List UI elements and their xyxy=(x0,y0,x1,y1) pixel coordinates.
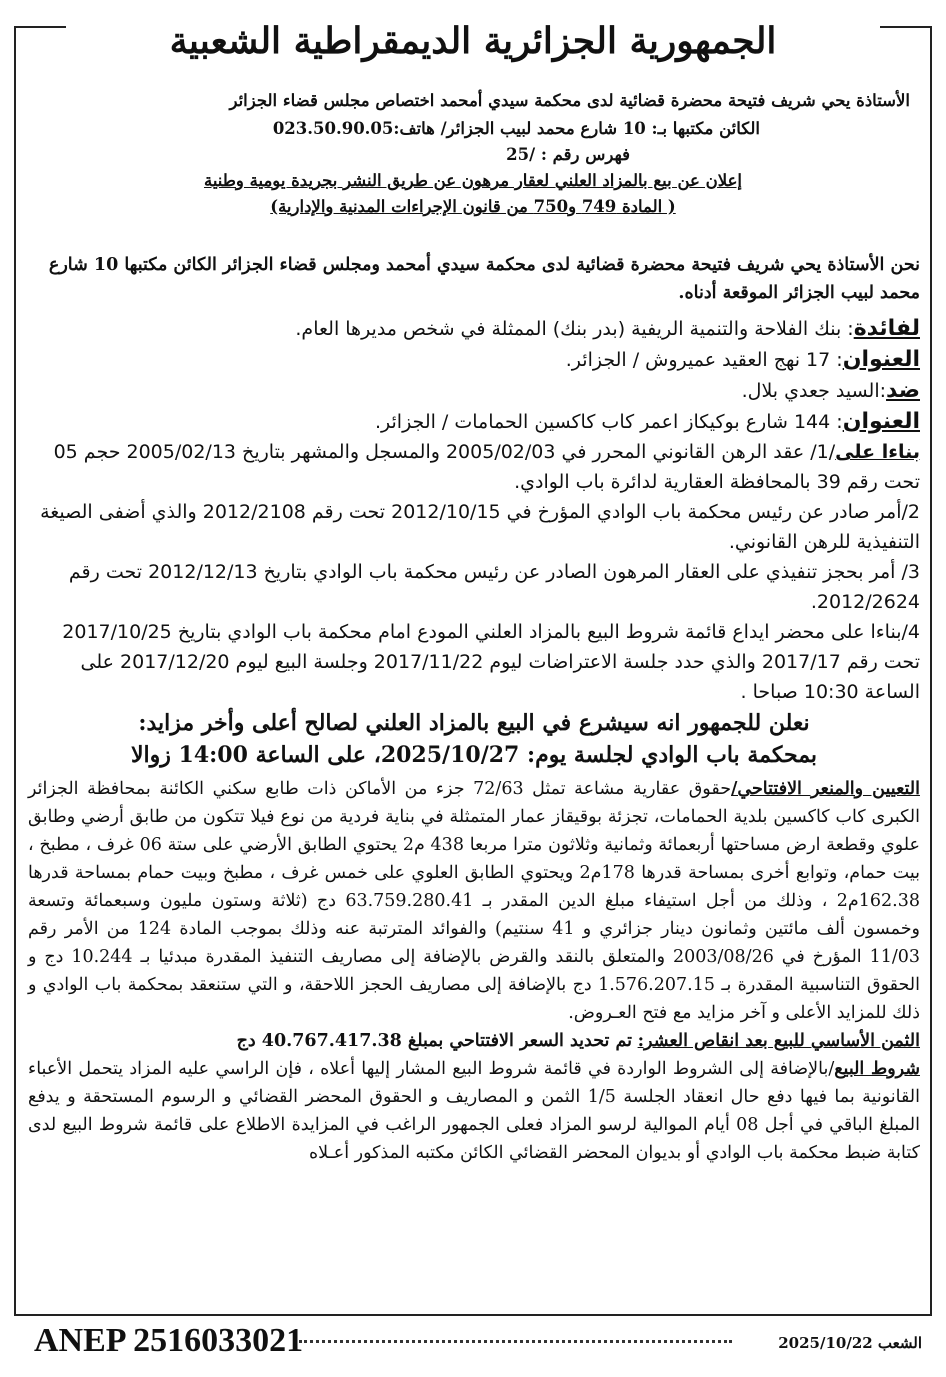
beneficiary-text: : بنك الفلاحة والتنمية الريفية (بدر بنك) الممثلة في شخص مديرها العام. xyxy=(295,318,854,340)
office-address: الكائن مكتبها بـ: 10 شارع محمد لبيب الجزائر/ هاتف:023.50.90.05 xyxy=(272,119,760,138)
notice-subject: إعلان عن بيع بالمزاد العلني لعقار مرهون عن طريق النشر بجريدة يومية وطنية xyxy=(203,171,743,190)
announcement-line-1: نعلن للجمهور انه سيشرع في البيع بالمزاد العلني لصالح أعلى وأخر مزايد: xyxy=(138,710,810,736)
address1-line xyxy=(28,344,920,375)
designation-text: حقوق عقارية مشاعة تمثل 72/63 جزء من الأماكن ذات طابع سكني الكائنة بمحافظة الجزائر الكبرى كاب كاكسين بلدية الحمامات، تجزئة بوقيقاز عمار المتمثلة في بناية فردية من نوع فيلا تتكون من طابق أرضي وطابق علوي وقطعة ارض مساحتها أربعمائة وثمانية وثلاثون مترا مربعا 438 م2 يحتوي الطابق الأرضي على ستة 06 غرف ، مطبخ ، بيت حمام، وتوابع أخرى بمساحة قدرها 178م2 ويحتوي الطابق العلوي على خمس غرف ، مطبخ وبيت حمام بمساحة قدرها 162.38م2 ، وذلك من أجل استيفاء مبلغ الدين المقدر بـ 63.759.280.41 دج (ثلاثة وستون مليون وسبعمائة وتسعة وخمسون ألف مائتين وثمانون دينار جزائري و 41 سنتيم) والفوائد المترتبة عنه وذلك بموجب المادة 124 من الأمر رقم 11/03 المؤرخ في 2003/08/26 والمتعلق بالنقد والقرض بالإضافة إلى مصاريف التنفيذ المقدرة مبدئيا بـ 10.244 دج و الحقوق التناسبية المقدرة بـ 1.576.207.15 دج بالإضافة إلى مصاريف الحجز اللاحقة، و التي ستنعقد بمحكمة باب الوادي و ذلك للمزايد الأعلى و آخر مزايد مع فتح العـروض. xyxy=(28,779,921,1023)
page-title: الجمهورية الجزائرية الديمقراطية الشعبية xyxy=(66,14,880,68)
footer xyxy=(14,1316,932,1366)
against-line xyxy=(28,375,920,406)
price-label: الثمن الأساسي للبيع بعد انقاص العشر: xyxy=(637,1031,920,1051)
designation-paragraph xyxy=(28,775,920,1027)
footer-dotted-rule xyxy=(299,1340,732,1343)
address1-label: العنوان xyxy=(842,347,920,372)
address2-text: : 144 شارع بوكيكاز اعمر كاب كاكسين الحمامات / الجزائر. xyxy=(374,411,843,433)
conditions-text: /بالإضافة إلى الشروط الواردة في قائمة شروط البيع المشار إليها أعلاه ، فإن الراسي عليه المزاد يتحمل الأعباء القانونية بما فيها دفع حال انعقاد الجلسة 1/5 الثمن و المصاريف و الحقوق المحضر القضائي و الرسوم المستحقة و يدفع المبلغ الباقي في أجل 08 أيام الموالية لرسو المزاد فعلى الجمهور الراغب في المزايدة الاطلاع على قائمة شروط البيع لدى كتابة ضبط محكمة باب الوادي أو بديوان المحضر القضائي الكائن مكتبه المذكور أعـلاه xyxy=(28,1059,920,1163)
publication-date: الشعب 2025/10/22 xyxy=(778,1334,922,1352)
basis-item-3: 3/ أمر بحجز تنفيذي على العقار المرهون الصادر عن رئيس محكمة باب الوادي بتاريخ 2012/12/13 تحت رقم 2012/2624. xyxy=(68,561,920,613)
address2-line xyxy=(28,406,920,437)
address2-label: العنوان xyxy=(842,409,920,434)
basis-item-1 xyxy=(28,437,920,497)
address1-text: : 17 نهج العقيد عميروش / الجزائر. xyxy=(565,349,843,371)
basis-item-4: 4/بناءا على محضر ايداع قائمة شروط البيع بالمزاد العلني المودع امام محكمة باب الوادي بتاريخ 2017/10/25 تحت رقم 2017/17 والذي حدد جلسة الاعتراضات ليوم 2017/11/22 وجلسة البيع ليوم 2017/12/20 على الساعة 10:30 صباحا . xyxy=(62,621,920,703)
item1-text: /1/ عقد الرهن القانوني المحرر في 2005/02/03 والمسجل والمشهر بتاريخ 2005/02/13 حجم 05 تحت رقم 39 بالمحافظة العقارية لدائرة باب الوادي. xyxy=(53,441,920,493)
basis-item-2: 2/أمر صادر عن رئيس محكمة باب الوادي المؤرخ في 2012/10/15 تحت رقم 2012/2108 والذي أضفى الصيغة التنفيذية للرهن القانوني. xyxy=(40,501,920,553)
notice-body xyxy=(28,251,920,1167)
index-number: فهرس رقم : /25 xyxy=(506,145,630,164)
bailiff-line: الأستاذة يحي شريف فتيحة محضرة قضائية لدى محكمة سيدي أمحمد اختصاص مجلس قضاء الجزائر xyxy=(229,91,910,110)
conditions-label: شروط البيع xyxy=(834,1059,920,1079)
conditions-paragraph xyxy=(28,1055,920,1167)
legal-notice-page xyxy=(6,6,940,1371)
intro-text: نحن الأستاذة يحي شريف فتيحة محضرة قضائية لدى محكمة سيدي أمحمد ومجلس قضاء الجزائر الكائن مكتبها 10 شارع محمد لبيب الجزائر الموقعة أدناه. xyxy=(48,255,920,303)
based-label: بناءا على xyxy=(835,441,920,463)
base-price-line xyxy=(28,1027,920,1055)
price-text: تم تحديد السعر الافتتاحي بمبلغ 40.767.417.38 دج xyxy=(236,1031,633,1051)
anep-reference: ANEP 2516033021 xyxy=(34,1322,304,1359)
beneficiary-line xyxy=(28,313,920,344)
beneficiary-label: لفائدة xyxy=(853,316,920,341)
announcement-line-2: بمحكمة باب الوادي لجلسة يوم: 2025/10/27، على الساعة 14:00 زوالا xyxy=(130,742,818,768)
against-label: ضد xyxy=(886,378,920,403)
designation-label: التعيين والمنعر الافتتاحي/ xyxy=(731,779,920,799)
against-text: :السيد جعدي بلال. xyxy=(741,380,887,402)
legal-articles: ( المادة 749 و750 من قانون الإجراءات المدنية والإدارية) xyxy=(270,197,676,216)
